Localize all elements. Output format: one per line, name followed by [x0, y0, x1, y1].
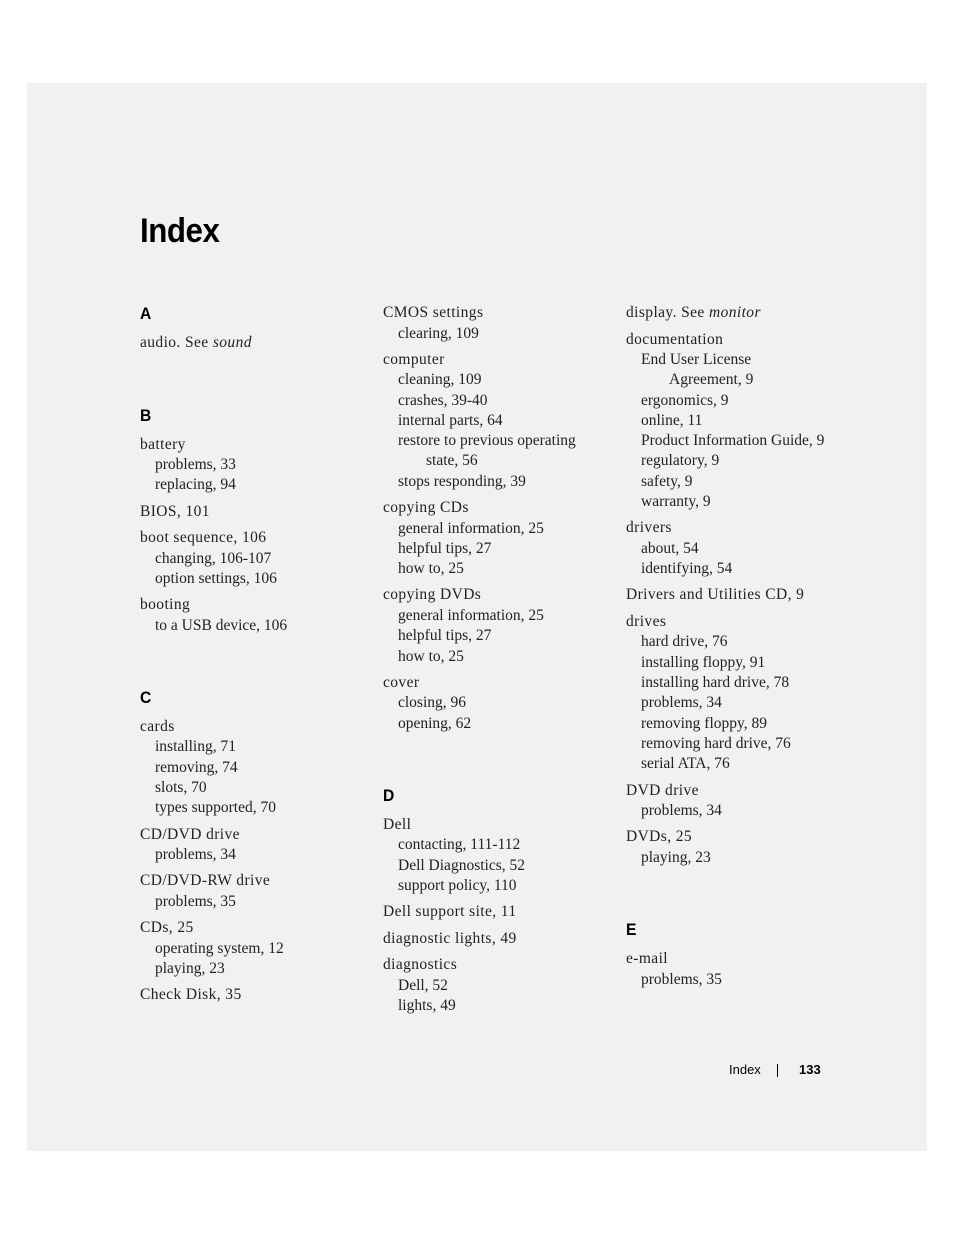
entry-term-text: drives	[626, 612, 667, 630]
entry-term	[626, 612, 866, 633]
entry-term-text: battery	[140, 435, 186, 453]
entry-term	[626, 518, 866, 539]
section-letter: C	[140, 687, 152, 707]
subentry: End User License	[641, 351, 752, 368]
entry-term-text: e-mail	[626, 950, 668, 968]
index-entry	[383, 350, 613, 492]
subentry: playing, 23	[155, 960, 225, 978]
entry-term-text: Drivers and Utilities CD, 9	[626, 586, 805, 604]
entry-term-text: copying CDs	[383, 499, 469, 517]
entry-term	[140, 528, 370, 549]
section-gap	[140, 360, 370, 405]
footer-label: Index	[729, 1062, 761, 1077]
entry-term	[383, 955, 613, 976]
index-entry	[626, 518, 866, 579]
subentry: contacting, 111-112	[398, 836, 521, 854]
index-entry	[140, 871, 370, 912]
index-entry	[626, 949, 866, 990]
subentry: changing, 106-107	[155, 549, 272, 567]
subentry: problems, 35	[641, 970, 722, 988]
subentry: helpful tips, 27	[398, 627, 492, 645]
subentry: cleaning, 109	[398, 371, 482, 389]
entry-term	[626, 585, 866, 606]
entry-term-text: CMOS settings	[383, 304, 484, 321]
entry-term-text: documentation	[626, 330, 724, 348]
entry-term-text: DVDs, 25	[626, 828, 693, 846]
subentry-continuation: state, 56	[426, 452, 478, 470]
entry-term	[140, 825, 370, 846]
subentry: problems, 34	[641, 802, 722, 820]
subentry: online, 11	[641, 411, 703, 429]
entry-term	[383, 902, 613, 923]
page-title: Index	[140, 212, 220, 250]
index-entry	[383, 902, 613, 923]
entry-term-text: BIOS, 101	[140, 502, 210, 520]
index-entry	[383, 815, 613, 896]
subentry: installing floppy, 91	[641, 653, 766, 671]
index-section	[140, 687, 370, 1006]
subentry: clearing, 109	[398, 324, 479, 342]
entry-term-text: booting	[140, 596, 191, 614]
index-entry	[383, 303, 613, 344]
index-column-3	[626, 303, 866, 996]
index-entry	[383, 955, 613, 1016]
subentry: option settings, 106	[155, 569, 277, 587]
index-entry	[383, 929, 613, 950]
section-gap	[383, 740, 613, 785]
entry-term	[383, 585, 613, 606]
entry-term	[383, 350, 613, 371]
subentry: replacing, 94	[155, 476, 236, 494]
index-entry	[626, 781, 866, 822]
subentry: Product Information Guide, 9	[641, 432, 825, 450]
subentry: regulatory, 9	[641, 452, 720, 470]
subentry: about, 54	[641, 539, 699, 557]
entry-term-text: drivers	[626, 519, 672, 537]
index-section	[383, 785, 613, 1016]
entry-term	[626, 330, 866, 351]
entry-term	[140, 985, 370, 1006]
subentry: general information, 25	[398, 519, 544, 537]
entry-term-text: display. See	[626, 304, 709, 321]
subentry: Dell Diagnostics, 52	[398, 856, 525, 874]
index-entry	[140, 333, 370, 354]
index-section	[626, 919, 866, 990]
entry-term-text: diagnostics	[383, 956, 458, 974]
index-entry	[626, 827, 866, 868]
subentry: crashes, 39-40	[398, 391, 488, 409]
subentry: problems, 34	[641, 694, 722, 712]
entry-term-text: boot sequence, 106	[140, 529, 267, 547]
entry-term-text: audio. See	[140, 334, 213, 351]
section-letter: A	[140, 304, 152, 323]
page-number: 133	[799, 1062, 821, 1077]
index-entry	[140, 985, 370, 1006]
entry-term	[140, 435, 370, 456]
subentry: opening, 62	[398, 714, 472, 732]
entry-term	[140, 717, 370, 738]
subentry: closing, 96	[398, 694, 467, 712]
entry-term	[140, 595, 370, 616]
index-section	[626, 303, 866, 868]
subentry: how to, 25	[398, 647, 464, 665]
subentry: problems, 33	[155, 456, 236, 473]
index-column-2	[383, 303, 613, 1022]
entry-term	[626, 781, 866, 802]
entry-term	[626, 303, 866, 324]
subentry-continuation: Agreement, 9	[669, 371, 754, 389]
subentry: removing hard drive, 76	[641, 734, 791, 752]
subentry: removing floppy, 89	[641, 714, 767, 732]
subentry: ergonomics, 9	[641, 391, 729, 409]
subentry: helpful tips, 27	[398, 539, 492, 557]
section-letter: E	[626, 920, 637, 940]
subentry: identifying, 54	[641, 560, 733, 578]
subentry: slots, 70	[155, 779, 207, 797]
entry-term-text: CD/DVD-RW drive	[140, 872, 271, 890]
subentry: hard drive, 76	[641, 633, 728, 651]
entry-term	[383, 673, 613, 694]
index-column-1	[140, 303, 370, 1012]
index-section	[140, 303, 370, 354]
entry-term	[140, 871, 370, 892]
subentry: stops responding, 39	[398, 472, 526, 490]
subentry: playing, 23	[641, 848, 711, 866]
index-section	[140, 405, 370, 636]
entry-term-text: computer	[383, 350, 445, 368]
section-letter: B	[140, 405, 152, 425]
index-entry	[140, 502, 370, 523]
subentry: problems, 35	[155, 892, 236, 910]
entry-term-text: CDs, 25	[140, 919, 194, 937]
index-entry	[140, 595, 370, 636]
footer-separator	[777, 1064, 778, 1077]
subentry: general information, 25	[398, 606, 544, 624]
entry-term	[383, 498, 613, 519]
subentry: safety, 9	[641, 472, 693, 490]
entry-term-text: CD/DVD drive	[140, 825, 240, 843]
entry-term-text: Dell support site, 11	[383, 903, 517, 921]
entry-term-text: copying DVDs	[383, 586, 482, 604]
section-gap	[626, 874, 866, 919]
subentry: to a USB device, 106	[155, 616, 288, 634]
entry-term	[140, 333, 370, 354]
subentry: problems, 34	[155, 846, 236, 864]
entry-see-reference: monitor	[708, 304, 761, 321]
entry-term	[140, 918, 370, 939]
entry-see-reference: sound	[212, 334, 252, 351]
entry-term-text: cards	[140, 717, 175, 735]
subentry: Dell, 52	[398, 976, 448, 994]
subentry: types supported, 70	[155, 799, 276, 817]
subentry: installing, 71	[155, 738, 236, 756]
subentry: installing hard drive, 78	[641, 674, 790, 692]
index-entry	[626, 303, 866, 324]
subentry: support policy, 110	[398, 877, 517, 895]
subentry: how to, 25	[398, 560, 464, 578]
entry-term-text: cover	[383, 673, 420, 691]
index-section	[383, 303, 613, 734]
entry-term	[626, 949, 866, 970]
index-entry	[383, 585, 613, 666]
entry-term	[626, 827, 866, 848]
subentry: operating system, 12	[155, 939, 284, 957]
entry-term	[383, 815, 613, 836]
subentry: lights, 49	[398, 997, 456, 1015]
index-entry	[626, 585, 866, 606]
entry-term-text: Dell	[383, 815, 412, 833]
entry-term-text: diagnostic lights, 49	[383, 929, 517, 947]
subentry: internal parts, 64	[398, 411, 503, 429]
entry-term	[383, 303, 613, 324]
subentry: serial ATA, 76	[641, 755, 730, 773]
index-entry	[383, 673, 613, 734]
section-gap	[140, 642, 370, 687]
entry-term-text: Check Disk, 35	[140, 986, 242, 1004]
subentry: restore to previous operating	[398, 432, 576, 450]
index-entry	[383, 498, 613, 579]
subentry: warranty, 9	[641, 493, 711, 511]
section-letter: D	[383, 785, 395, 805]
index-entry	[140, 717, 370, 819]
index-entry	[140, 918, 370, 979]
subentry: removing, 74	[155, 758, 238, 776]
index-entry	[140, 528, 370, 589]
entry-term	[383, 929, 613, 950]
index-entry	[140, 825, 370, 866]
entry-term-text: DVD drive	[626, 781, 699, 799]
index-entry	[626, 330, 866, 513]
index-entry	[140, 435, 370, 496]
entry-term	[140, 502, 370, 523]
index-entry	[626, 612, 866, 775]
